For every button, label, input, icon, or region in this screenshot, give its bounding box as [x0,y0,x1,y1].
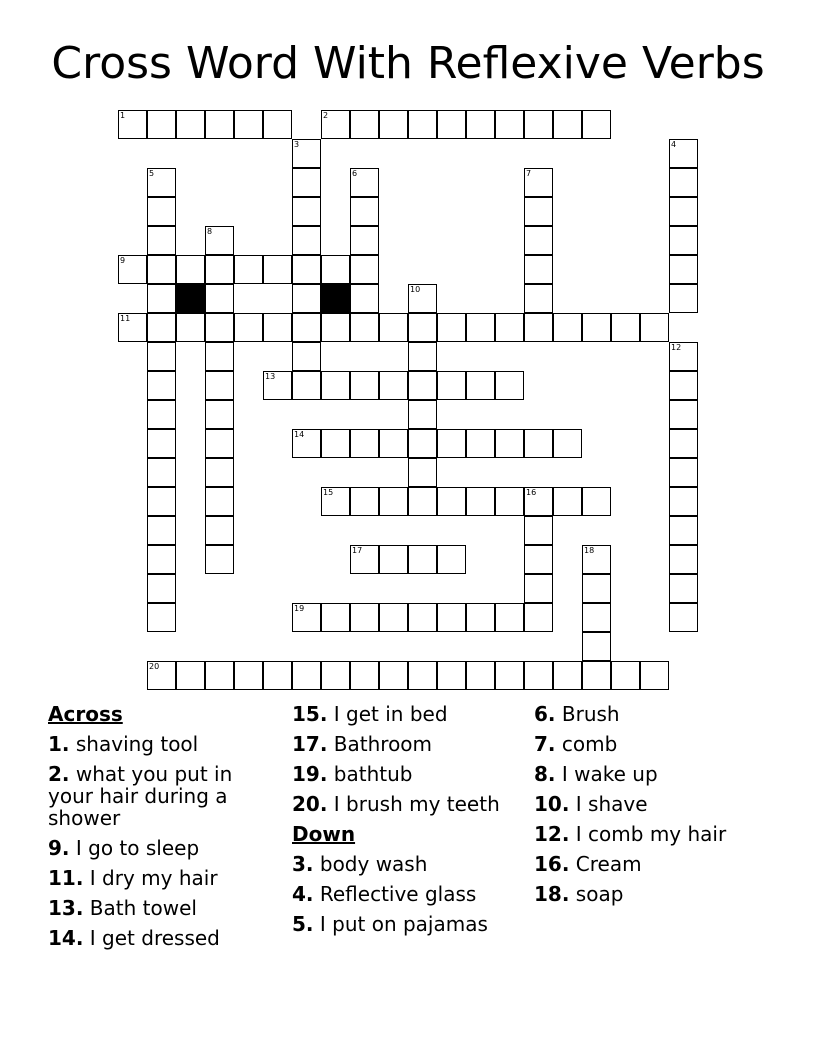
clue-number: 18 [584,546,595,555]
grid-cell[interactable] [379,603,408,632]
grid-cell[interactable] [205,226,234,255]
grid-cell[interactable] [553,429,582,458]
grid-cell[interactable] [495,603,524,632]
grid-cell[interactable] [466,313,495,342]
grid-cell[interactable] [408,603,437,632]
clue-number: 1 [120,111,126,120]
grid-cell[interactable] [147,342,176,371]
clue-number: 3 [294,140,300,149]
down-clue: 8. I wake up [534,762,658,786]
grid-cell[interactable] [205,110,234,139]
grid-cell[interactable] [321,429,350,458]
grid-cell[interactable] [495,429,524,458]
clue-column-3 [534,703,774,913]
across-clue: 14. I get dressed [48,926,220,950]
grid-cell[interactable] [205,255,234,284]
grid-cell[interactable] [495,371,524,400]
grid-cell[interactable] [582,661,611,690]
grid-cell[interactable] [553,313,582,342]
grid-cell[interactable] [408,458,437,487]
grid-cell[interactable] [263,661,292,690]
grid-cell[interactable] [350,545,379,574]
grid-cell[interactable] [147,284,176,313]
down-clue: 6. Brush [534,702,620,726]
grid-cell[interactable] [437,603,466,632]
grid-cell[interactable] [205,284,234,313]
grid-cell[interactable] [582,574,611,603]
grid-cell[interactable] [234,313,263,342]
down-clue: 16. Cream [534,852,642,876]
grid-cell[interactable] [321,487,350,516]
grid-cell[interactable] [263,255,292,284]
grid-cell[interactable] [118,313,147,342]
grid-cell[interactable] [292,603,321,632]
across-clue: 2. what you put in your hair during a shower [48,762,233,830]
page-title: Cross Word With Reflexive Verbs [51,38,765,89]
grid-cell[interactable] [524,284,553,313]
grid-cell[interactable] [321,371,350,400]
grid-cell[interactable] [524,313,553,342]
grid-cell[interactable] [350,429,379,458]
grid-cell[interactable] [669,400,698,429]
grid-cell[interactable] [669,603,698,632]
grid-cell[interactable] [495,661,524,690]
grid-cell[interactable] [205,516,234,545]
grid-cell[interactable] [437,110,466,139]
grid-cell[interactable] [292,313,321,342]
grid-cell[interactable] [350,313,379,342]
grid-cell[interactable] [524,516,553,545]
grid-cell[interactable] [408,487,437,516]
grid-cell[interactable] [437,313,466,342]
grid-cell[interactable] [437,487,466,516]
grid-cell[interactable] [147,574,176,603]
grid-cell[interactable] [321,110,350,139]
clue-column-1 [48,703,278,957]
grid-cell[interactable] [466,661,495,690]
grid-cell[interactable] [263,110,292,139]
black-square [321,284,350,313]
grid-cell[interactable] [466,487,495,516]
grid-cell[interactable] [640,661,669,690]
grid-cell[interactable] [147,487,176,516]
grid-cell[interactable] [524,429,553,458]
down-clue: 18. soap [534,882,624,906]
grid-cell[interactable] [350,603,379,632]
grid-cell[interactable] [379,487,408,516]
grid-cell[interactable] [408,429,437,458]
across-clue: 20. I brush my teeth [292,792,500,816]
across-clue: 15. I get in bed [292,702,448,726]
grid-cell[interactable] [669,487,698,516]
grid-cell[interactable] [292,429,321,458]
clue-number: 15 [323,488,334,497]
grid-cell[interactable] [524,226,553,255]
grid-cell[interactable] [292,342,321,371]
grid-cell[interactable] [669,545,698,574]
grid-cell[interactable] [553,110,582,139]
grid-cell[interactable] [379,429,408,458]
clue-number: 5 [149,169,155,178]
grid-cell[interactable] [350,661,379,690]
grid-cell[interactable] [176,255,205,284]
across-clue: 13. Bath towel [48,896,197,920]
down-heading: Down [292,822,356,846]
grid-cell[interactable] [466,371,495,400]
grid-cell[interactable] [669,516,698,545]
grid-cell[interactable] [147,110,176,139]
grid-cell[interactable] [466,110,495,139]
grid-cell[interactable] [292,284,321,313]
grid-cell[interactable] [176,661,205,690]
clue-number: 9 [120,256,126,265]
grid-cell[interactable] [234,255,263,284]
grid-cell[interactable] [350,371,379,400]
grid-cell[interactable] [669,168,698,197]
clue-number: 17 [352,546,363,555]
across-clue: 17. Bathroom [292,732,433,756]
grid-cell[interactable] [292,139,321,168]
grid-cell[interactable] [408,545,437,574]
grid-cell[interactable] [669,139,698,168]
grid-cell[interactable] [147,255,176,284]
grid-cell[interactable] [524,603,553,632]
grid-cell[interactable] [350,487,379,516]
grid-cell[interactable] [524,661,553,690]
clue-number: 7 [526,169,532,178]
grid-cell[interactable] [582,313,611,342]
grid-cell[interactable] [263,371,292,400]
across-heading: Across [48,702,123,726]
grid-cell[interactable] [582,110,611,139]
grid-cell[interactable] [640,313,669,342]
grid-cell[interactable] [350,110,379,139]
clue-number: 13 [265,372,276,381]
clue-number: 10 [410,285,421,294]
grid-cell[interactable] [611,313,640,342]
grid-cell[interactable] [147,313,176,342]
grid-cell[interactable] [292,226,321,255]
down-clue: 7. comb [534,732,618,756]
grid-cell[interactable] [147,197,176,226]
grid-cell[interactable] [611,661,640,690]
grid-cell[interactable] [582,545,611,574]
grid-cell[interactable] [524,487,553,516]
grid-cell[interactable] [350,197,379,226]
grid-cell[interactable] [118,110,147,139]
grid-cell[interactable] [669,574,698,603]
grid-cell[interactable] [379,545,408,574]
across-clue: 11. I dry my hair [48,866,218,890]
grid-cell[interactable] [437,429,466,458]
grid-cell[interactable] [408,284,437,313]
grid-cell[interactable] [379,661,408,690]
grid-cell[interactable] [350,284,379,313]
grid-cell[interactable] [321,603,350,632]
clue-number: 14 [294,430,305,439]
grid-cell[interactable] [234,110,263,139]
clue-number: 11 [120,314,131,323]
grid-cell[interactable] [669,284,698,313]
grid-cell[interactable] [118,255,147,284]
grid-cell[interactable] [669,226,698,255]
down-clue: 12. I comb my hair [534,822,727,846]
grid-cell[interactable] [205,429,234,458]
clue-number: 20 [149,662,160,671]
grid-cell[interactable] [205,342,234,371]
grid-cell[interactable] [205,458,234,487]
grid-cell[interactable] [437,545,466,574]
grid-cell[interactable] [147,168,176,197]
across-clue: 1. shaving tool [48,732,199,756]
grid-cell[interactable] [350,168,379,197]
grid-cell[interactable] [205,545,234,574]
grid-cell[interactable] [147,400,176,429]
grid-cell[interactable] [147,371,176,400]
grid-cell[interactable] [147,429,176,458]
grid-cell[interactable] [524,574,553,603]
grid-cell[interactable] [553,487,582,516]
clue-column-2 [292,703,532,943]
grid-cell[interactable] [205,487,234,516]
grid-cell[interactable] [524,197,553,226]
grid-cell[interactable] [524,255,553,284]
grid-cell[interactable] [495,110,524,139]
grid-cell[interactable] [408,400,437,429]
grid-cell[interactable] [234,661,263,690]
grid-cell[interactable] [350,226,379,255]
grid-cell[interactable] [495,487,524,516]
grid-cell[interactable] [321,255,350,284]
across-clue: 19. bathtub [292,762,413,786]
grid-cell[interactable] [263,313,292,342]
grid-cell[interactable] [147,661,176,690]
grid-cell[interactable] [176,313,205,342]
clue-number: 8 [207,227,213,236]
grid-cell[interactable] [321,661,350,690]
grid-cell[interactable] [350,255,379,284]
grid-cell[interactable] [669,255,698,284]
grid-cell[interactable] [147,516,176,545]
grid-cell[interactable] [669,197,698,226]
grid-cell[interactable] [147,458,176,487]
grid-cell[interactable] [292,197,321,226]
grid-cell[interactable] [147,226,176,255]
grid-cell[interactable] [669,458,698,487]
down-clue: 5. I put on pajamas [292,912,488,936]
grid-cell[interactable] [408,371,437,400]
grid-cell[interactable] [292,371,321,400]
grid-cell[interactable] [321,313,350,342]
black-square [176,284,205,313]
grid-cell[interactable] [669,429,698,458]
grid-cell[interactable] [147,545,176,574]
grid-cell[interactable] [669,342,698,371]
down-clue: 4. Reflective glass [292,882,477,906]
grid-cell[interactable] [379,313,408,342]
clue-number: 16 [526,488,537,497]
clue-number: 19 [294,604,305,613]
grid-cell[interactable] [524,110,553,139]
grid-cell[interactable] [205,371,234,400]
grid-cell[interactable] [408,661,437,690]
across-clue: 9. I go to sleep [48,836,200,860]
grid-cell[interactable] [292,255,321,284]
grid-cell[interactable] [582,487,611,516]
grid-cell[interactable] [408,313,437,342]
clue-number: 2 [323,111,329,120]
grid-cell[interactable] [553,661,582,690]
grid-cell[interactable] [292,168,321,197]
grid-cell[interactable] [437,661,466,690]
grid-cell[interactable] [379,110,408,139]
clue-number: 6 [352,169,358,178]
grid-cell[interactable] [292,661,321,690]
grid-cell[interactable] [669,371,698,400]
grid-cell[interactable] [582,603,611,632]
clue-number: 12 [671,343,682,352]
grid-cell[interactable] [582,632,611,661]
down-clue: 3. body wash [292,852,428,876]
grid-cell[interactable] [524,168,553,197]
grid-cell[interactable] [205,400,234,429]
grid-cell[interactable] [147,603,176,632]
grid-cell[interactable] [205,313,234,342]
grid-cell[interactable] [379,371,408,400]
grid-cell[interactable] [466,429,495,458]
grid-cell[interactable] [437,371,466,400]
grid-cell[interactable] [524,545,553,574]
grid-cell[interactable] [408,342,437,371]
grid-cell[interactable] [408,110,437,139]
clue-number: 4 [671,140,677,149]
grid-cell[interactable] [176,110,205,139]
grid-cell[interactable] [495,313,524,342]
grid-cell[interactable] [205,661,234,690]
grid-cell[interactable] [466,603,495,632]
down-clue: 10. I shave [534,792,648,816]
